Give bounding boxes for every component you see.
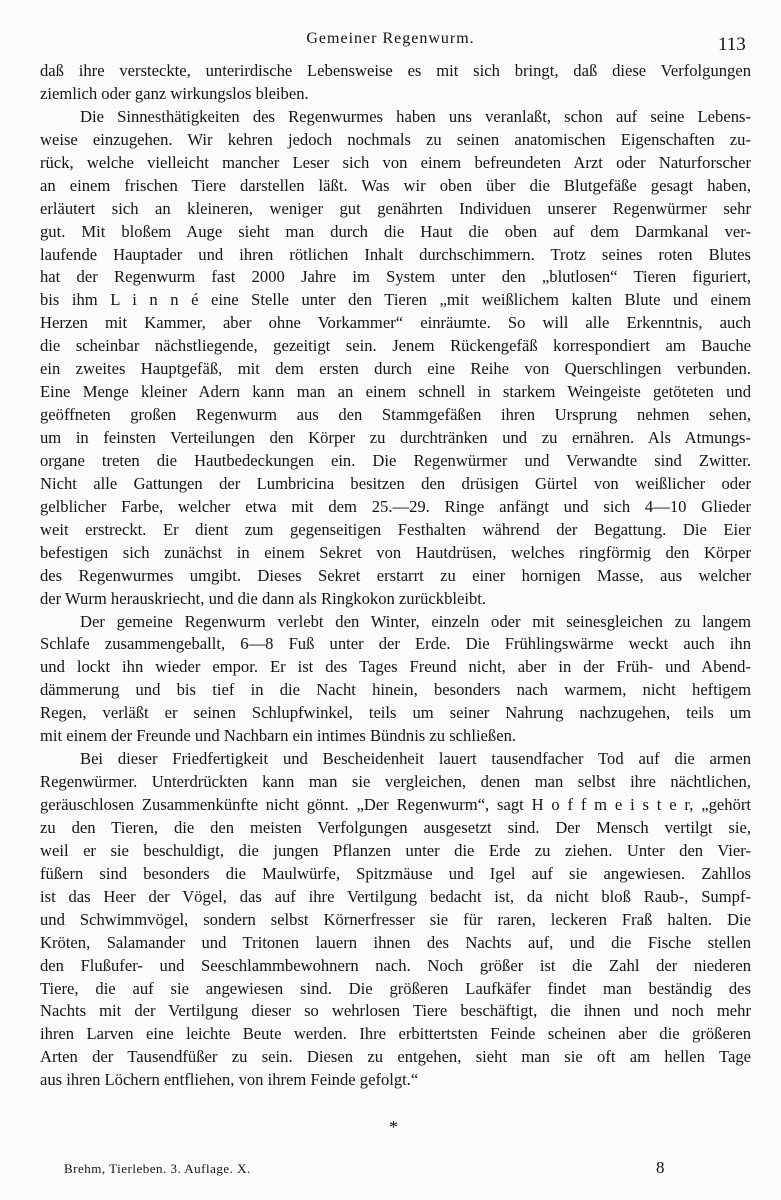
text-line: hat der Regenwurm fast 2000 Jahre im System unter den „blutlosen“ Tieren figuriert, [40,267,751,287]
text-line: füßern sind besonders die Maulwürfe, Spitzmäuse und Igel auf sie angewiesen. Zahllos [40,863,751,883]
text-line: mit einem der Freunde und Nachbarn ein intimes Bündnis zu schließen. [40,726,517,746]
text-line: und Schwimmvögel, sondern selbst Körnerfresser sie für raren, leckeren Fraß halten. Die [40,909,751,929]
text-line: aus ihren Löchern entfliehen, von ihrem Feinde gefolgt.“ [40,1070,419,1090]
text-line: und lockt ihn wieder empor. Er ist des Tages Freund nicht, aber in der Früh- und Abend- [40,657,751,677]
text-line: ziemlich oder ganz wirkungslos bleiben. [40,83,309,103]
text-line: Tiere, die auf sie angewiesen sind. Die größeren Laufkäfer findet man beständig des [40,978,751,998]
footer-signature: Brehm, Tierleben. 3. Auflage. X. [64,1161,251,1176]
text-line: laufende Hauptader und ihren rötlichen Inhalt durchschimmern. Trotz seines roten Blutes [40,244,751,264]
paragraph [40,106,751,611]
body-text [40,60,751,1092]
text-line: Bei dieser Friedfertigkeit und Bescheidenheit lauert tausendfacher Tod auf die armen [80,749,751,769]
text-line: Der gemeine Regenwurm verlebt den Winter, einzeln oder mit seinesgleichen zu langem [80,611,751,631]
text-line: erläutert sich an kleineren, weniger gut genährten Individuen unserer Regenwürmer sehr [40,198,751,218]
text-line: bis ihm L i n n é eine Stelle unter den Tieren „mit weißlichem kalten Blute und einem [40,290,751,310]
text-line: der Wurm herauskriecht, und die dann als Ringkokon zurückbleibt. [40,588,487,608]
running-head-title: Gemeiner Regenwurm. [306,30,475,47]
page-number: 113 [718,34,746,55]
paragraph [40,60,751,106]
text-line: Regen, verläßt er seinen Schlupfwinkel, teils um seiner Nahrung nachzugehen, teils um [40,703,751,723]
text-line: geräuschlosen Zusammenkünfte nicht gönnt. „Der Regenwurm“, sagt H o f f m e i s t e r, „gehört [40,795,751,814]
text-line: befestigen sich zunächst in einem Sekret von Hautdrüsen, welches ringförmig den Körper [40,542,751,562]
text-line: rück, welche vielleicht mancher Leser sich von einem befreundeten Arzt oder Naturforscher [40,152,751,172]
text-line: Schlafe zusammengeballt, 6—8 Fuß unter der Erde. Die Frühlingswärme weckt auch ihn [40,634,751,654]
text-line: um in feinsten Verteilungen den Körper zu durchtränken und zu ernähren. Als Atmungs- [40,428,751,447]
text-line: Nachts mit der Vertilgung dieser so wehrlosen Tiere beschäftigt, die ihnen und noch mehr [40,1001,751,1021]
text-line: ein zweites Hauptgefäß, mit dem ersten durch eine Reihe von Querschlingen verbunden. [40,359,751,379]
text-line: Arten der Tausendfüßer zu sein. Diesen zu entgehen, sieht man sie oft am hellen Tage [40,1047,751,1067]
text-line: weise einzugehen. Wir kehren jedoch nochmals zu seinen anatomischen Eigenschaften zu- [40,129,751,149]
section-break-asterisk: * [389,1117,398,1137]
paragraph [40,748,751,1092]
text-line: organe treten die Hautbedeckungen ein. Die Regenwürmer und Verwandte sind Zwitter. [40,450,751,470]
text-line: Nicht alle Gattungen der Lumbricina besitzen den drüsigen Gürtel von weißlicher oder [40,473,751,493]
text-line: den Flußufer- und Seeschlammbewohnern nach. Noch größer ist die Zahl der niederen [40,955,751,975]
text-line: weil er sie beschuldigt, die jungen Pflanzen unter die Erde zu ziehen. Unter den Vier- [40,840,751,860]
text-line: ist das Heer der Vögel, das auf ihre Vertilgung bedacht ist, da nicht bloß Raub-, Sumpf- [40,886,751,906]
text-line: Kröten, Salamander und Tritonen lauern ihnen des Nachts auf, und die Fische stellen [40,932,751,952]
text-line: Regenwürmer. Unterdrückten kann man sie vergleichen, denen man selbst ihre nächtlichen, [40,772,751,792]
text-line: Eine Menge kleiner Adern kann man an einem schnell in starkem Weingeiste getöteten und [40,382,751,402]
text-line: des Regenwurmes umgibt. Dieses Sekret erstarrt zu einer hornigen Masse, aus welcher [40,565,751,585]
text-line: gut. Mit bloßem Auge sieht man durch die Haut die oben auf dem Darmkanal ver- [40,221,751,241]
text-line: ihren Larven eine leichte Beute werden. Ihre erbittertsten Feinde scheinen aber die größeren [40,1024,751,1044]
text-line: dämmerung und bis tief in die Nacht hinein, besonders nach warmem, nicht heftigem [40,680,751,700]
footer-sheet-number: 8 [656,1158,665,1177]
text-line: daß ihre versteckte, unterirdische Lebensweise es mit sich bringt, daß diese Verfolgungen [40,61,751,80]
text-line: gelblicher Farbe, welcher etwa mit dem 25.—29. Ringe anfängt und sich 4—10 Glieder [40,496,751,516]
text-line: Die Sinnesthätigkeiten des Regenwurmes haben uns veranlaßt, schon auf seine Lebens- [80,106,751,126]
text-line: zu den Tieren, die den meisten Verfolgungen ausgesetzt sind. Der Mensch vertilgt sie, [40,817,751,837]
text-line: an einem frischen Tiere darstellen läßt. Was wir oben über die Blutgefäße gesagt haben, [40,175,751,195]
text-line: die scheinbar nächstliegende, gezeitigt sein. Jenem Rückengefäß korrespondiert am Bauche [40,336,751,356]
paragraph [40,611,751,749]
text-line: Herzen mit Kammer, aber ohne Vorkammer“ einräumte. So will alle Erkenntnis, auch [40,313,751,333]
text-line: weit erstreckt. Er dient zum gegenseitigen Festhalten während der Begattung. Die Eier [40,519,751,539]
text-line: geöffneten großen Regenwurm aus den Stammgefäßen ihren Ursprung nehmen sehen, [40,405,751,425]
